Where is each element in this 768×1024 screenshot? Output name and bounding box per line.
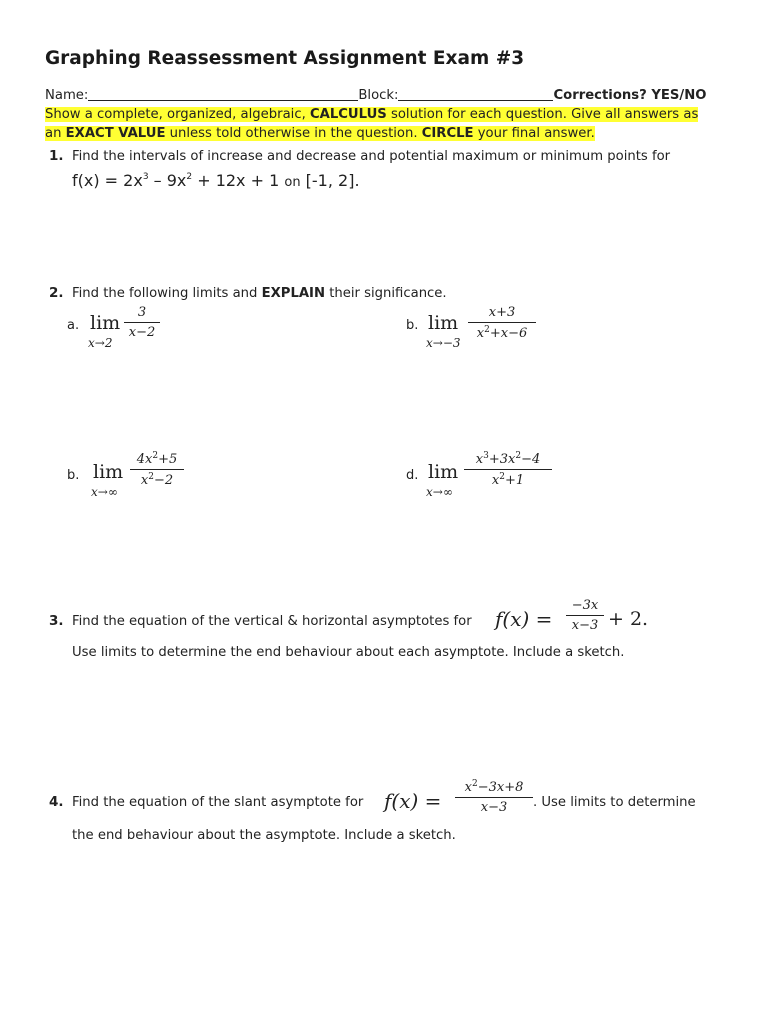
den-part: +1 <box>504 473 525 488</box>
numerator: 3 <box>137 305 147 320</box>
question-4-fraction <box>455 779 533 815</box>
part-2d-label: d. <box>406 468 419 483</box>
num-part: x <box>464 780 472 795</box>
instructions-exact-value: EXACT VALUE <box>65 126 166 141</box>
q1-exponent: 3 <box>142 172 149 182</box>
q1-fx-part: + 12x + 1 <box>192 171 285 190</box>
denominator: x−3 <box>571 618 599 633</box>
question-4-text: Find the equation of the slant asymptote for <box>72 795 364 810</box>
part-2b-fraction <box>468 305 536 341</box>
q1-on-word: on <box>284 175 301 190</box>
question-2-text <box>72 286 447 301</box>
question-1-function <box>72 171 360 190</box>
denominator <box>464 470 552 488</box>
part-2d-fraction <box>464 451 552 488</box>
numerator: x+3 <box>488 305 516 320</box>
den-exponent: 2 <box>484 325 490 335</box>
question-4-number: 4. <box>49 794 64 810</box>
name-label: Name: <box>45 88 89 103</box>
den-exponent: 2 <box>499 472 505 482</box>
num-part: x <box>475 452 484 467</box>
instructions-text: your final answer. <box>473 126 595 141</box>
numerator <box>464 451 552 469</box>
q2-text-part: Find the following limits and <box>72 286 262 301</box>
lim-subscript: x→2 <box>88 336 113 350</box>
num-exponent: 2 <box>152 451 159 461</box>
numerator <box>130 451 184 469</box>
num-part: −4 <box>521 452 541 467</box>
instructions-text: unless told otherwise in the question. <box>165 126 422 141</box>
num-part: +3x <box>488 452 516 467</box>
page-title: Graphing Reassessment Assignment Exam #3 <box>45 48 525 69</box>
question-3-f-label: f(x) = <box>495 607 553 631</box>
num-exponent: 2 <box>515 451 522 461</box>
den-part: x <box>476 326 485 341</box>
student-info-line <box>45 87 725 103</box>
name-blank <box>88 87 358 101</box>
num-exponent: 3 <box>483 451 489 461</box>
part-2a-label: a. <box>67 318 80 333</box>
question-2-number: 2. <box>49 285 64 301</box>
den-part: −2 <box>153 473 174 488</box>
instructions-text: solution for each question. Give all answers as an <box>45 107 699 141</box>
lim-word: lim <box>90 312 121 334</box>
q2-text-part: their significance. <box>325 286 447 301</box>
part-2a-fraction <box>124 305 160 340</box>
num-part: 4x <box>136 452 153 467</box>
den-part: x <box>491 473 500 488</box>
block-blank <box>398 87 553 101</box>
denominator: x−2 <box>128 325 156 340</box>
denominator <box>468 323 536 341</box>
q1-interval: [-1, 2]. <box>300 171 360 190</box>
lim-subscript: x→∞ <box>426 485 453 499</box>
lim-subscript: x→−3 <box>426 336 461 350</box>
question-1-number: 1. <box>49 148 64 164</box>
question-1-text: Find the intervals of increase and decrease and potential maximum or minimum points for <box>72 149 671 164</box>
instructions-calculus: CALCULUS <box>309 107 387 122</box>
num-part: +5 <box>158 452 178 467</box>
denominator <box>130 470 184 488</box>
lim-word: lim <box>428 461 459 483</box>
q1-fx-part: – 9x <box>148 171 187 190</box>
question-3-text-2: Use limits to determine the end behaviour about each asymptote. Include a sketch. <box>72 645 625 660</box>
numerator: −3x <box>571 598 599 613</box>
question-4-f-label: f(x) = <box>384 789 442 813</box>
part-2c-fraction <box>130 451 184 488</box>
q1-fx-part: f(x) = 2x <box>72 171 143 190</box>
question-3-text: Find the equation of the vertical & horizontal asymptotes for <box>72 614 472 629</box>
den-part: x <box>140 473 149 488</box>
lim-word: lim <box>428 312 459 334</box>
den-exponent: 2 <box>148 472 154 482</box>
lim-word: lim <box>93 461 124 483</box>
den-part: +x−6 <box>489 326 528 341</box>
question-3-plus-two: + 2. <box>608 608 649 630</box>
question-4-text-after: . Use limits to determine <box>533 795 696 810</box>
corrections-label: Corrections? YES/NO <box>553 88 707 103</box>
part-2b-label: b. <box>406 318 419 333</box>
part-2c-label: b. <box>67 468 80 483</box>
question-4-text-2: the end behaviour about the asymptote. Include a sketch. <box>72 828 456 843</box>
block-label: Block: <box>358 88 399 103</box>
instructions <box>45 105 717 143</box>
denominator: x−3 <box>480 800 508 815</box>
numerator <box>455 779 533 797</box>
question-3-number: 3. <box>49 613 64 629</box>
num-part: −3x+8 <box>477 780 524 795</box>
num-exponent: 2 <box>471 779 478 789</box>
instructions-text: Show a complete, organized, algebraic, <box>45 107 310 122</box>
q2-explain: EXPLAIN <box>261 286 326 301</box>
instructions-circle: CIRCLE <box>421 126 474 141</box>
lim-subscript: x→∞ <box>91 485 118 499</box>
q1-exponent: 2 <box>186 172 193 182</box>
question-3-fraction <box>566 598 604 633</box>
